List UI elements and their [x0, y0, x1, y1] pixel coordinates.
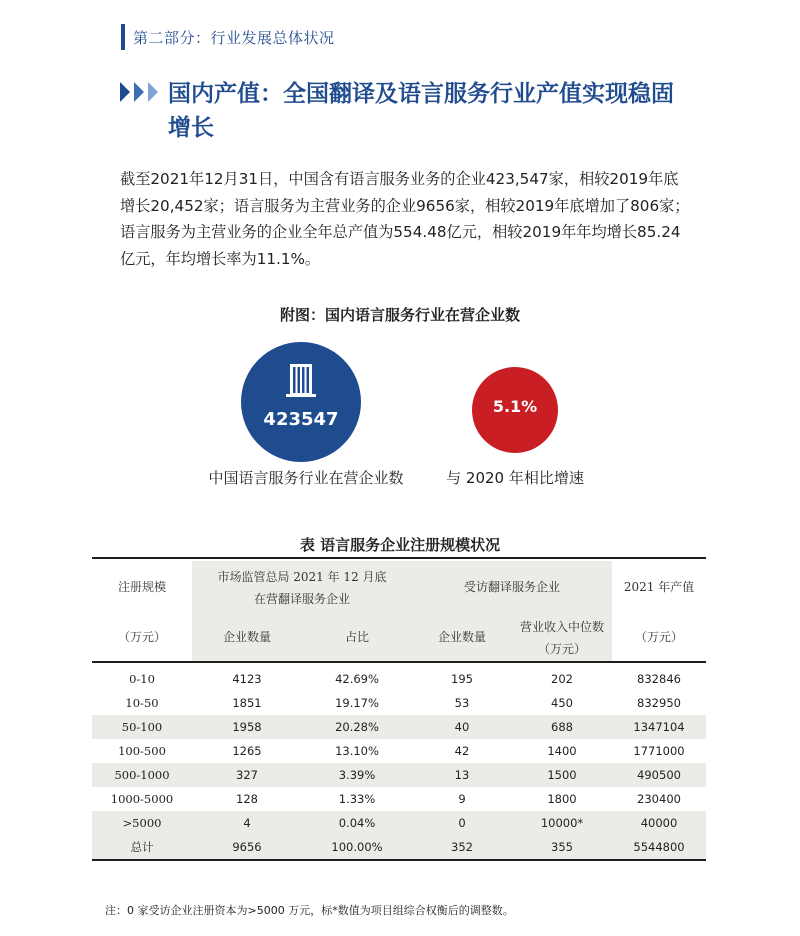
- cell-scale: 总计: [130, 840, 154, 854]
- cell-median: 1400: [547, 744, 577, 758]
- cell-median: 202: [551, 672, 573, 686]
- cell-median: 355: [551, 840, 573, 854]
- cell-scale: 100-500: [118, 744, 166, 758]
- cell-share: 3.39%: [338, 768, 376, 782]
- cell-surveyed-count: 13: [454, 768, 470, 782]
- section-header: [121, 22, 335, 52]
- cell-count: 1851: [232, 696, 262, 710]
- cell-output: 490500: [637, 768, 681, 782]
- cell-scale: 1000-5000: [110, 792, 174, 806]
- table-row-total: [92, 835, 706, 859]
- growth-rate-value: 5.1%: [492, 397, 538, 416]
- body-paragraph: 截至2021年12月31日，中国含有语言服务业务的企业423,547家，相较2019年底增长20,452家；语言服务为主营业务的企业9656家，相较2019年底增加了806家；语言服务为主营业务的企业全年总产值为554.48亿元，相较2019年年均增长85.24亿元，年均增长率为11.1%。: [120, 170, 690, 268]
- cell-count: 327: [236, 768, 258, 782]
- cell-share: 1.33%: [338, 792, 376, 806]
- title-row: [120, 77, 688, 145]
- cell-median: 10000*: [540, 816, 584, 830]
- section-marker: [121, 24, 125, 50]
- table-row: [92, 715, 706, 739]
- header-scale-unit: （万元）: [117, 630, 166, 644]
- cell-scale: >5000: [122, 816, 162, 830]
- building-icon: [286, 364, 316, 397]
- table-row: [92, 691, 706, 715]
- cell-output: 832950: [637, 696, 681, 710]
- cell-output: 832846: [637, 672, 681, 686]
- cell-count: 1958: [232, 720, 262, 734]
- cell-share: 20.28%: [335, 720, 379, 734]
- section-title: 第二部分：行业发展总体状况: [133, 28, 335, 47]
- header-count-surveyed: 企业数量: [437, 630, 486, 644]
- table-header: [92, 561, 706, 665]
- table-row: [92, 811, 706, 835]
- cell-surveyed-count: 0: [458, 816, 466, 830]
- header-median-line1: 营业收入中位数: [519, 620, 604, 634]
- cell-surveyed-count: 53: [454, 696, 470, 710]
- enterprise-count-circle: [241, 342, 361, 462]
- cell-count: 4123: [232, 672, 262, 686]
- cell-count: 1265: [232, 744, 262, 758]
- cell-count: 9656: [232, 840, 262, 854]
- cell-output: 230400: [637, 792, 681, 806]
- cell-scale: 10-50: [125, 696, 159, 710]
- cell-median: 1500: [547, 768, 577, 782]
- cell-median: 1800: [547, 792, 577, 806]
- cell-share: 13.10%: [335, 744, 379, 758]
- enterprise-count-value: 423547: [263, 409, 339, 430]
- cell-share: 0.04%: [338, 816, 376, 830]
- header-count: 企业数量: [222, 630, 271, 644]
- cell-median: 450: [551, 696, 573, 710]
- growth-rate-circle: [472, 367, 558, 453]
- header-scale: 注册规模: [117, 580, 166, 594]
- header-market-line1: 市场监管总局 2021 年 12 月底: [217, 570, 387, 584]
- header-market-line2: 在营翻译服务企业: [253, 592, 350, 606]
- cell-scale: 500-1000: [114, 768, 170, 782]
- table-row: [92, 787, 706, 811]
- cell-scale: 0-10: [129, 672, 155, 686]
- table-row: [92, 667, 706, 691]
- cell-surveyed-count: 195: [451, 672, 473, 686]
- chevron-right-icon: [120, 82, 158, 145]
- growth-rate-caption: 与 2020 年相比增速: [446, 469, 584, 487]
- table-top-rule: [92, 557, 706, 559]
- header-output-unit: （万元）: [634, 630, 683, 644]
- cell-surveyed-count: 40: [454, 720, 470, 734]
- cell-median: 688: [551, 720, 573, 734]
- table-header-rule: [92, 661, 706, 663]
- header-output: 2021 年产值: [623, 580, 695, 594]
- cell-surveyed-count: 42: [454, 744, 470, 758]
- cell-output: 1347104: [633, 720, 685, 734]
- cell-share: 19.17%: [335, 696, 379, 710]
- table-title: 表 语言服务企业注册规模状况: [299, 536, 501, 554]
- table-bottom-rule: [92, 859, 706, 861]
- cell-share: 42.69%: [335, 672, 379, 686]
- header-share: 占比: [344, 630, 369, 644]
- page-title: 国内产值：全国翻译及语言服务行业产值实现稳固增长: [168, 81, 674, 141]
- header-median-line2: （万元）: [537, 642, 586, 656]
- cell-surveyed-count: 9: [458, 792, 466, 806]
- cell-surveyed-count: 352: [451, 840, 473, 854]
- cell-output: 1771000: [633, 744, 685, 758]
- enterprise-count-caption: 中国语言服务行业在营企业数: [208, 469, 404, 487]
- cell-count: 4: [243, 816, 251, 830]
- table-note: 注：0 家受访企业注册资本为>5000 万元，标*数值为项目组综合权衡后的调整数。: [105, 904, 514, 917]
- cell-count: 128: [236, 792, 258, 806]
- header-surveyed: 受访翻译服务企业: [463, 580, 560, 594]
- cell-share: 100.00%: [331, 840, 383, 854]
- cell-scale: 50-100: [121, 720, 163, 734]
- table-row: [92, 739, 706, 763]
- cell-output: 5544800: [633, 840, 685, 854]
- cell-output: 40000: [640, 816, 678, 830]
- table-row: [92, 763, 706, 787]
- figure-title: 附图：国内语言服务行业在营企业数: [279, 306, 520, 324]
